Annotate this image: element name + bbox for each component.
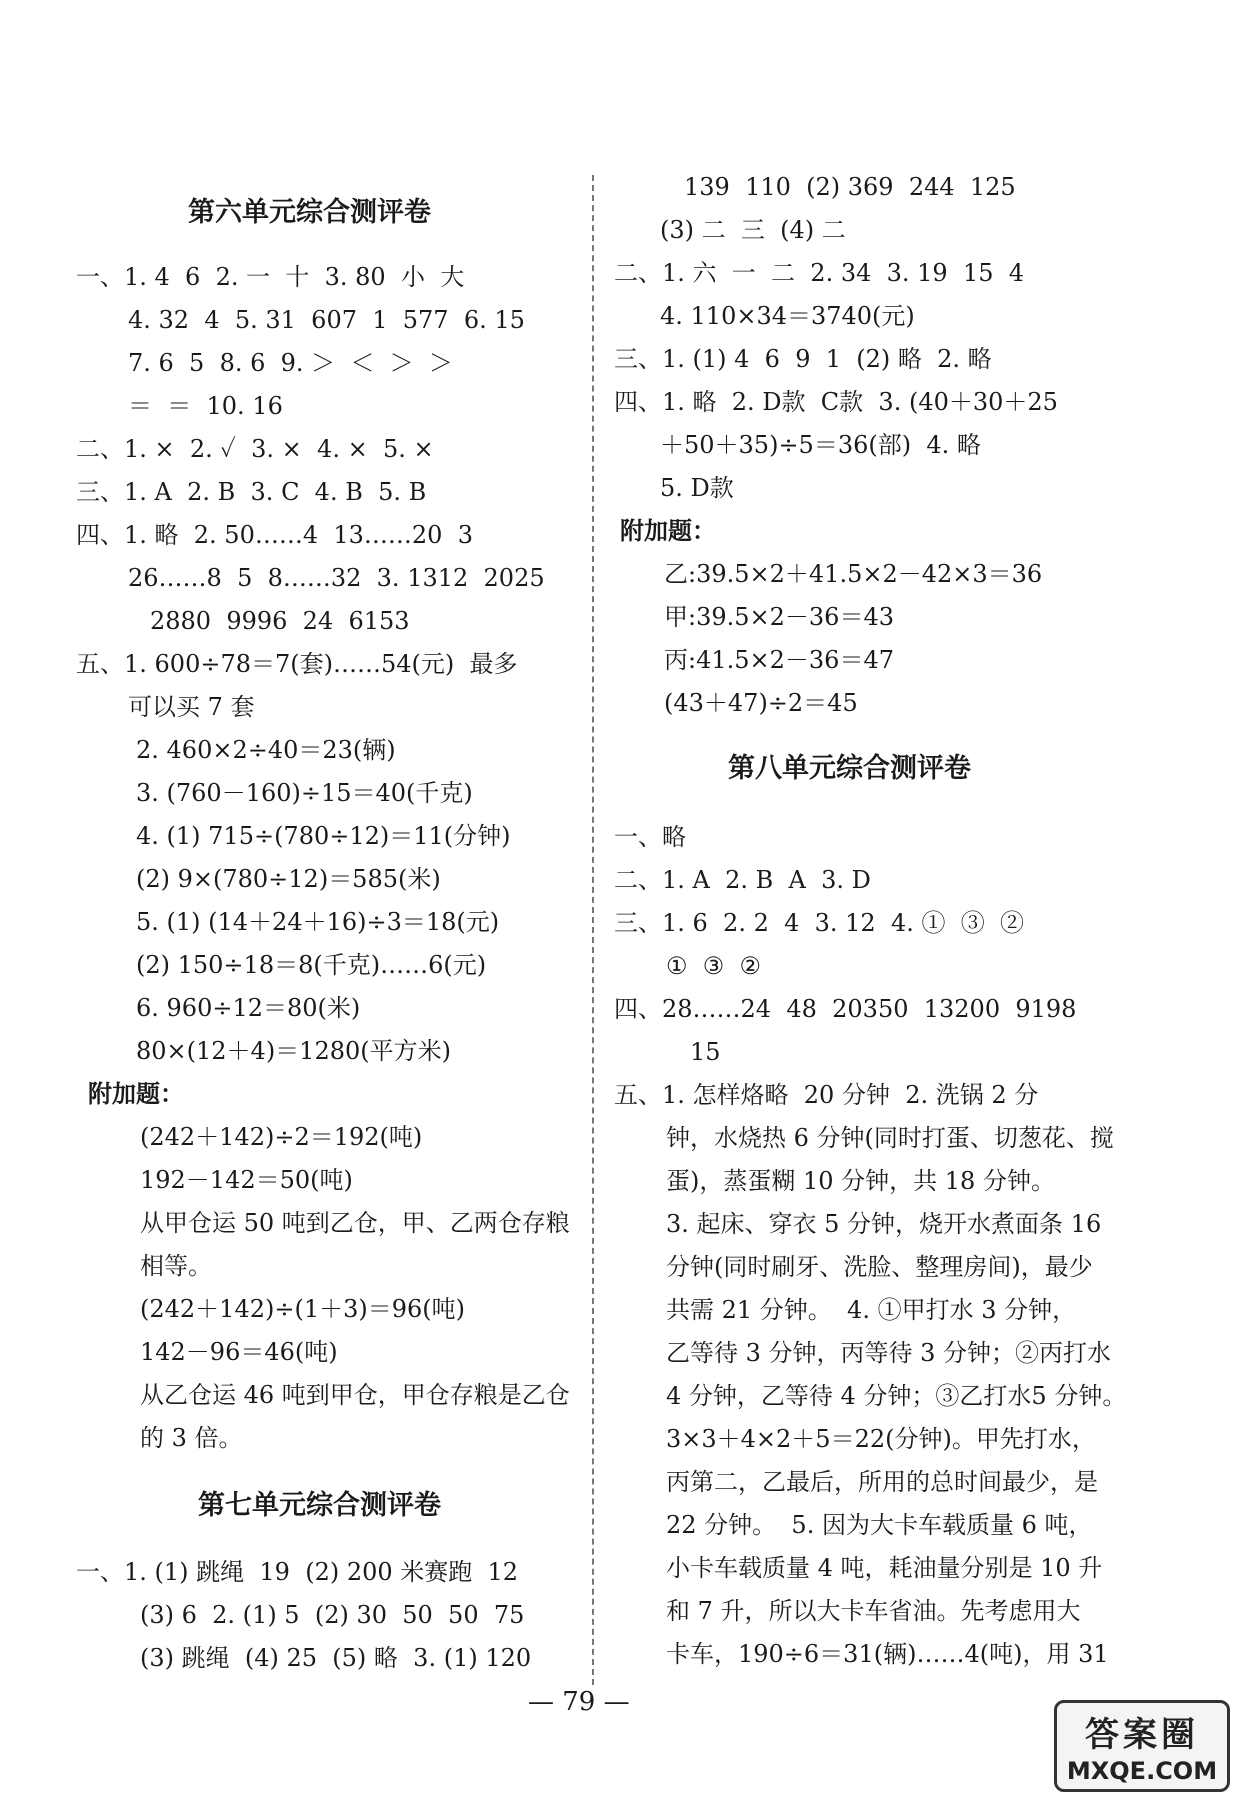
answer-line: 4 分钟，乙等待 4 分钟；③乙打水5 分钟。 — [666, 1382, 1127, 1410]
answer-line: (242＋142)÷(1＋3)＝96(吨) — [140, 1295, 465, 1323]
answer-line: 乙:39.5×2＋41.5×2－42×3＝36 — [664, 560, 1043, 588]
answer-line: 4. (1) 715÷(780÷12)＝11(分钟) — [136, 822, 511, 850]
answer-line: 二、1. A 2. B A 3. D — [614, 866, 871, 894]
answer-line: 四、1. 略 2. 50……4 13……20 3 — [76, 521, 473, 549]
answer-line: 192－142＝50(吨) — [140, 1166, 353, 1194]
answer-line: 分钟(同时刷牙、洗脸、整理房间)，最少 — [666, 1253, 1093, 1281]
answer-line: (43＋47)÷2＝45 — [664, 689, 858, 717]
answer-line: 四、1. 略 2. D款 C款 3. (40＋30＋25 — [614, 388, 1058, 416]
answer-line: 3×3＋4×2＋5＝22(分钟)。甲先打水， — [666, 1425, 1096, 1453]
answer-line: (2) 9×(780÷12)＝585(米) — [136, 865, 441, 893]
watermark-title: 答案圈 — [1085, 1715, 1199, 1755]
answer-line: 6. 960÷12＝80(米) — [136, 994, 361, 1022]
answer-line: 80×(12＋4)＝1280(平方米) — [136, 1037, 451, 1065]
answer-line: 二、1. 六 一 二 2. 34 3. 19 15 4 — [614, 259, 1025, 287]
answer-line: (3) 跳绳 (4) 25 (5) 略 3. (1) 120 — [140, 1644, 532, 1672]
answer-line: (3) 6 2. (1) 5 (2) 30 50 50 75 — [140, 1601, 525, 1629]
answer-line: 3. (760－160)÷15＝40(千克) — [136, 779, 473, 807]
answer-line: 共需 21 分钟。 4. ①甲打水 3 分钟， — [666, 1296, 1077, 1324]
answer-line: 二、1. × 2. ✓ 3. × 4. × 5. × — [76, 435, 434, 463]
answer-line: 五、1. 怎样烙略 20 分钟 2. 洗锅 2 分 — [614, 1081, 1039, 1109]
answer-line: (3) 二 三 (4) 二 — [660, 216, 846, 244]
answer-line: 三、1. A 2. B 3. C 4. B 5. B — [76, 478, 427, 506]
answer-line: 2880 9996 24 6153 — [150, 607, 410, 635]
answer-line: 一、1. (1) 跳绳 19 (2) 200 米赛跑 12 — [76, 1558, 519, 1586]
watermark-logo — [1054, 1700, 1230, 1792]
answer-line: ＝ ＝ 10. 16 — [128, 392, 283, 420]
answer-line: 附加题： — [88, 1079, 184, 1108]
answer-line: 丙:41.5×2－36＝47 — [664, 646, 894, 674]
answer-line: 139 110 (2) 369 244 125 — [684, 173, 1016, 201]
answer-line: 22 分钟。 5. 因为大卡车载质量 6 吨， — [666, 1511, 1093, 1539]
answer-line: ① ③ ② — [666, 952, 762, 980]
answer-line: (2) 150÷18＝8(千克)……6(元) — [136, 951, 487, 979]
answer-line: 小卡车载质量 4 吨，耗油量分别是 10 升 — [666, 1554, 1103, 1582]
answer-line: (242＋142)÷2＝192(吨) — [140, 1123, 423, 1151]
answer-line: 乙等待 3 分钟，丙等待 3 分钟；②丙打水 — [666, 1339, 1112, 1367]
watermark-url: MXQE.COM — [1066, 1757, 1218, 1785]
answer-line: 可以买 7 套 — [128, 693, 255, 721]
answer-line: 和 7 升，所以大卡车省油。先考虑用大 — [666, 1597, 1081, 1625]
answer-line: 5. (1) (14＋24＋16)÷3＝18(元) — [136, 908, 500, 936]
answer-line: 一、略 — [614, 823, 686, 851]
answer-line: 三、1. (1) 4 6 9 1 (2) 略 2. 略 — [614, 345, 992, 373]
answer-line: 142－96＝46(吨) — [140, 1338, 338, 1366]
answer-line: 甲:39.5×2－36＝43 — [664, 603, 894, 631]
answer-line: 附加题： — [620, 516, 716, 545]
page-number: — 79 — — [528, 1687, 630, 1717]
answer-line: 蛋)，蒸蛋糊 10 分钟，共 18 分钟。 — [666, 1167, 1055, 1195]
answer-line: 五、1. 600÷78＝7(套)……54(元) 最多 — [76, 650, 518, 678]
answer-line: 5. D款 — [660, 474, 734, 502]
answer-line: 的 3 倍。 — [140, 1424, 243, 1452]
answer-line: ＋50＋35)÷5＝36(部) 4. 略 — [660, 431, 981, 459]
answer-line: 三、1. 6 2. 2 4 3. 12 4. ① ③ ② — [614, 909, 1025, 937]
section-heading-unit-7: 第七单元综合测评卷 — [198, 1490, 441, 1521]
answer-line: 卡车，190÷6＝31(辆)……4(吨)，用 31 — [666, 1640, 1109, 1668]
answer-line: 相等。 — [140, 1252, 212, 1280]
answer-line: 从乙仓运 46 吨到甲仓，甲仓存粮是乙仓 — [140, 1381, 570, 1409]
section-heading-unit-6: 第六单元综合测评卷 — [188, 197, 431, 228]
answer-line: 从甲仓运 50 吨到乙仓，甲、乙两仓存粮 — [140, 1209, 570, 1237]
answer-line: 钟，水烧热 6 分钟(同时打蛋、切葱花、搅 — [666, 1124, 1114, 1152]
answer-line: 4. 110×34＝3740(元) — [660, 302, 915, 330]
answer-line: 2. 460×2÷40＝23(辆) — [136, 736, 396, 764]
answer-line: 3. 起床、穿衣 5 分钟，烧开水煮面条 16 — [666, 1210, 1102, 1238]
answer-line: 4. 32 4 5. 31 607 1 577 6. 15 — [128, 306, 525, 334]
answer-line: 15 — [690, 1038, 721, 1066]
answer-line: 四、28……24 48 20350 13200 9198 — [614, 995, 1077, 1023]
section-heading-unit-8: 第八单元综合测评卷 — [728, 753, 971, 784]
answer-line: 丙第二，乙最后，所用的总时间最少，是 — [666, 1468, 1098, 1496]
answer-line: 一、1. 4 6 2. 一 十 3. 80 小 大 — [76, 263, 465, 291]
column-divider — [592, 175, 594, 1685]
answer-line: 26……8 5 8……32 3. 1312 2025 — [128, 564, 545, 592]
answer-line: 7. 6 5 8. 6 9. ＞ ＜ ＞ ＞ — [128, 349, 453, 377]
